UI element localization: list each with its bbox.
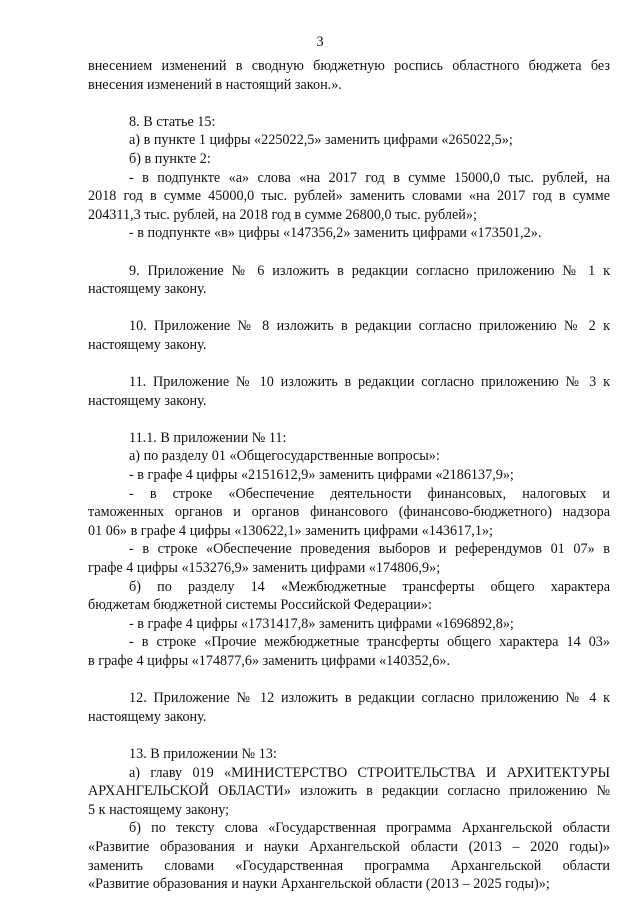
- document-body: [88, 57, 610, 894]
- text-line: б) по тексту слова «Государственная программа Архангельской области: [129, 820, 610, 837]
- text-line: настоящему закону.: [88, 392, 207, 409]
- text-line: - в строке «Обеспечение проведения выборов и референдумов 01 07» в: [129, 541, 610, 558]
- text-line: б) по разделу 14 «Межбюджетные трансферты общего характера: [129, 578, 610, 595]
- page-number: 3: [316, 34, 324, 50]
- text-line: 9. Приложение № 6 изложить в редакции согласно приложению № 1 к: [129, 262, 610, 279]
- text-line: а) по разделу 01 «Общегосударственные вопросы»:: [129, 448, 440, 465]
- text-line: настоящему закону.: [88, 708, 207, 725]
- text-line: 11.1. В приложении № 11:: [129, 429, 287, 446]
- text-line: - в строке «Прочие межбюджетные трансферты общего характера 14 03»: [129, 634, 610, 651]
- text-line: бюджетам бюджетной системы Российской Федерации»:: [88, 597, 432, 614]
- text-line: 204311,3 тыс. рублей, на 2018 год в сумме 26800,0 тыс. рублей»;: [88, 206, 477, 223]
- text-line: 12. Приложение № 12 изложить в редакции согласно приложению № 4 к: [129, 690, 610, 707]
- text-line: 5 к настоящему закону;: [88, 801, 230, 818]
- text-line: «Развитие образования и науки Архангельской области (2013 – 2020 годы)»: [88, 838, 610, 855]
- text-line: - в графе 4 цифры «1731417,8» заменить цифрами «1696892,8»;: [129, 615, 514, 632]
- text-line: таможенных органов и органов финансового (финансово-бюджетного) надзора: [88, 504, 610, 521]
- text-line: - в подпункте «а» слова «на 2017 год в сумме 15000,0 тыс. рублей, на: [129, 169, 610, 186]
- text-line: внесением изменений в сводную бюджетную роспись областного бюджета без: [88, 58, 610, 74]
- text-line: 10. Приложение № 8 изложить в редакции согласно приложению № 2 к: [129, 318, 610, 335]
- text-line: настоящему закону.: [88, 281, 207, 298]
- text-line: 11. Приложение № 10 изложить в редакции согласно приложению № 3 к: [129, 374, 610, 391]
- text-line: в графе 4 цифры «174877,6» заменить цифрами «140352,6».: [88, 653, 451, 669]
- text-line: «Развитие образования и науки Архангельской области (2013 – 2025 годы)»;: [88, 876, 550, 893]
- text-line: 8. В статье 15:: [129, 113, 216, 130]
- text-line: а) в пункте 1 цифры «225022,5» заменить цифрами «265022,5»;: [129, 132, 513, 149]
- text-line: а) главу 019 «МИНИСТЕРСТВО СТРОИТЕЛЬСТВА И АРХИТЕКТУРЫ: [129, 764, 610, 781]
- text-line: - в подпункте «в» цифры «147356,2» заменить цифрами «173501,2».: [129, 225, 542, 242]
- text-line: АРХАНГЕЛЬСКОЙ ОБЛАСТИ» изложить в редакции согласно приложению №: [88, 783, 610, 800]
- text-line: 13. В приложении № 13:: [129, 745, 277, 762]
- text-line: заменить словами «Государственная программа Архангельской области: [88, 857, 610, 874]
- text-line: графе 4 цифры «153276,9» заменить цифрами «174806,9»;: [88, 560, 441, 577]
- text-line: 2018 год в сумме 45000,0 тыс. рублей» заменить словами «на 2017 год в сумме: [88, 188, 610, 205]
- text-line: - в графе 4 цифры «2151612,9» заменить цифрами «2186137,9»;: [129, 467, 514, 484]
- text-line: 01 06» в графе 4 цифры «130622,1» заменить цифрами «143617,1»;: [88, 522, 493, 539]
- text-line: б) в пункте 2:: [129, 150, 211, 167]
- text-line: настоящему закону.: [88, 336, 207, 353]
- text-line: внесения изменений в настоящий закон.».: [88, 76, 342, 93]
- text-line: - в строке «Обеспечение деятельности финансовых, налоговых и: [129, 485, 610, 502]
